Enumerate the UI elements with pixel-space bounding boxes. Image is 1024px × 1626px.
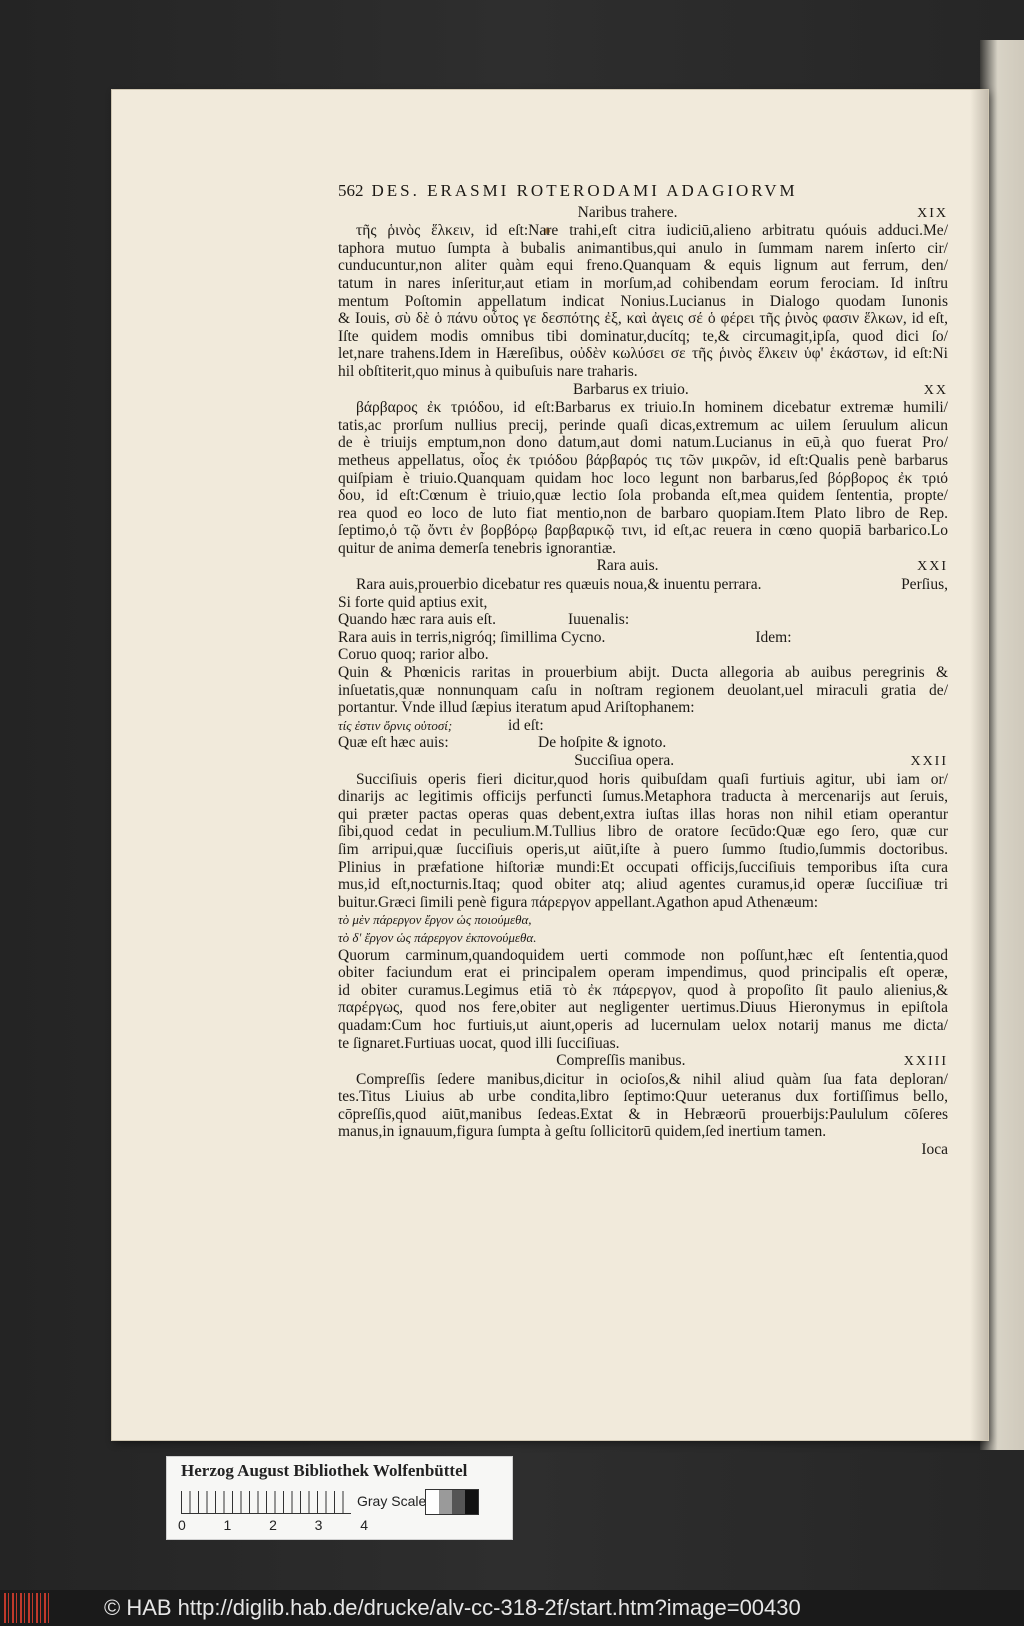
text-line: παρέργως, quod nos fere,obiter aut negligenter uertimus.Diuus Hieronymus in epiſtola: [338, 999, 948, 1017]
text-line: cunducuntur,non aliter quàm equi freno.Quanquam & equis lignum aut ferrum, den/: [338, 257, 948, 275]
adage-number: XXIII: [903, 1054, 948, 1070]
latin-question: Quæ eſt hæc auis:: [338, 734, 449, 752]
text-line: buitur.Græci ſimili penè figura πάρεργον appellant.Agathon apud Athenæum:: [338, 893, 819, 911]
text-line: id obiter curamus.Legimus etiā τὸ ἐκ πάρεργον, quod à propoſito ſit paulo alienius,&: [338, 981, 948, 999]
text-line: ſeptimo,ὁ τῷ ὄντι ἐν βορβόρῳ βαρβαρικῷ τινι, id eſt,ac reuera in cœno quopiā barbarico.Lo: [338, 522, 948, 540]
latin-quote-row: [338, 734, 948, 752]
adage-intro-row: [338, 576, 948, 594]
ruler-number: 4: [360, 1517, 368, 1533]
text-line: tes.Titus Liuius ab urbe condita,libro ſeptimo:Quur ueteranus dux fortiſſimus bello,: [338, 1088, 948, 1106]
adage-heading: [338, 557, 948, 576]
catchword: Ioca: [921, 1141, 948, 1159]
text-line: te ſignaret.Furtiuas uocat, quod illi ſucciſiuas.: [338, 1034, 620, 1052]
text-line: quiſpiam è triuio.Quanquam quidam hoc loco legunt non barbarus,ſed βόρβορος ἐκ τριό: [338, 469, 948, 487]
page-text: [338, 182, 948, 1159]
text-line: tatis,ac prorſum nullius precij, perinde quaſi dicas,extremum ac uilem ſeruulum alicun: [338, 416, 948, 434]
text-line: cōpreſſis,quod aiūt,manibus ſedeas.Extat & in Hebræorū prouerbijs:Paululum cōſeres: [338, 1105, 948, 1123]
text-line: Plinius in præfatione hiſtoriæ mundi:Et occupati officijs,ſucciſiuis temporibus iſta cura: [338, 858, 948, 876]
text-line: τῆς ῥινὸς ἕλκειν, id eſt:Nare trahi,eſt citra iudiciū,alieno arbitratu quóuis adduci.Me/: [356, 222, 948, 240]
ruler-number: 1: [223, 1517, 232, 1533]
greek-quote-row: [338, 717, 948, 735]
adage-number: XIX: [917, 205, 948, 221]
adages-container: [338, 204, 948, 1141]
adage-title: Naribus trahere.: [577, 203, 678, 221]
adage-title: Barbarus ex triuio.: [572, 380, 689, 398]
adage-number: XX: [923, 382, 948, 398]
text-line: Iſte quidem modis omnibus tibi dominatur,ducítq; te,& circumagit,ipſa, quod dici ſo/: [338, 327, 948, 345]
verse-author: [605, 629, 755, 647]
text-line: metheus appellatus, οἷος ἐκ τριόδου βάρβαρός τις τῶν μικρῶν, id eſt:Qualis penè barbarus: [338, 451, 948, 469]
text-line: Succiſiuis operis fieri dicitur,quod horis quibuſdam quaſi furtiuis agitur, ubi iam or/: [356, 770, 948, 788]
ruler-number: 3: [314, 1517, 323, 1533]
text-line: portantur. Vnde illud ſæpius iteratum apud Ariſtophanem:: [338, 699, 695, 717]
greek-gloss: id eſt:: [508, 716, 544, 734]
text-line: Quorum carminum,quandoquidem uerti commode non poſſunt,hæc eſt ſententia,quod: [338, 946, 948, 964]
verse-text: Rara auis in terris,nigróq; ſimillima Cycno.: [338, 628, 606, 646]
gray-scale-swatches: [425, 1489, 479, 1515]
footer-link[interactable]: © HAB http://diglib.hab.de/drucke/alv-cc-318-2f/start.htm?image=00430: [104, 1595, 801, 1620]
text-line: Compreſſis ſedere manibus,dicitur in ocioſos,& nihil aliud quàm ſua fata deploran/: [356, 1070, 948, 1088]
verse-author: Iuuenalis:: [568, 611, 630, 629]
adage-number: XXII: [910, 754, 948, 769]
text-line: mentum Poſtomin appellatum indicat Nonius.Lucianus in Dialogo quodam Iunonis: [338, 292, 948, 310]
text-line: qui præter pactas operas quas debent,extra iuſtas illas horas non nihil etiam operantur: [338, 805, 948, 823]
adage-heading: [338, 1052, 948, 1071]
verse-line: [338, 646, 948, 664]
verse-line: [338, 594, 948, 612]
adage-number: XXI: [917, 559, 948, 575]
color-scale-card: [166, 1456, 513, 1540]
library-name: Herzog August Bibliothek Wolfenbüttel: [181, 1461, 468, 1480]
text-line: δου, id eſt:Cœnum è triuio,quæ lectio ſola probanda eſt,mea quidem ſententia, propte/: [338, 487, 948, 505]
text-line: Quin & Phœnicis raritas in prouerbium abijt. Ducta allegoria ab auibus peregrinis &: [338, 664, 948, 682]
text-line: rea quod eo loco de luto fiat mentio,non de barbaro quopiam.Item Plato libro de Rep.: [338, 504, 948, 522]
text-line: obiter faciundum erat ei principalem operam impendimus, quod principalis eſt operæ,: [338, 964, 948, 982]
text-line: manus,in ignauum,figura ſumpta à geſtu ſollicitorū quidem,ſed inertium tamen.: [338, 1123, 827, 1141]
running-head: [338, 182, 948, 200]
text-line: de è triuijs emptum,non dono datum,aut domi natum.Lucianus in eū,à quo fuerat Pro/: [338, 434, 948, 452]
text-line: βάρβαρος ἐκ τριόδου, id eſt:Barbarus ex triuio.In hominem dicebatur extremæ humili/: [356, 399, 948, 417]
ruler-numbers: [178, 1517, 368, 1533]
page-number: 562: [338, 181, 364, 200]
text-line: dinarijs ac legitimis officijs perfuncti ſumus.Metaphora traducta à mercenarijs aut ſeruis,: [338, 788, 948, 806]
verse-text: Coruo quoq; rarior albo.: [338, 646, 489, 664]
verse-text: Si forte quid aptius exit,: [338, 593, 488, 611]
text-line: ſim arripui,quæ ſucciſiuis operis,ut aiūt,iſte à puero ſummo ſtudio,ſummis doctoribus.: [338, 840, 948, 858]
greek-verse: τὸ μὲν πάρεργον ἔργον ὡς ποιούμεθα,: [338, 912, 532, 928]
ruler-number: 0: [178, 1517, 186, 1533]
text-line: ſibi,quod cedat in peculium.M.Tullius libro de oratore ſecūdo:Quæ ego ſero, quæ cur: [338, 823, 948, 841]
verse-author: [568, 646, 718, 664]
verse-line: [338, 629, 948, 647]
running-title: DES. ERASMI ROTERODAMI ADAGIORVM: [371, 181, 798, 200]
greek-quote: τίς ἐστιν ὄρνις οὑτοσί;: [338, 717, 453, 733]
latin-answer: De hoſpite & ignoto.: [538, 734, 667, 752]
adage-heading: [338, 752, 948, 771]
adage-heading: [338, 381, 948, 400]
ruler: [181, 1491, 351, 1514]
text-line: hil obſtiterit,quo minus à quibuſuis nare traharis.: [338, 362, 638, 380]
verse-author: [568, 594, 718, 612]
adage-intro-author: Perſius,: [901, 576, 948, 594]
verse-line: [338, 611, 948, 629]
adage-heading: [338, 204, 948, 223]
verse-author-right: Idem:: [755, 628, 792, 646]
hab-logo: [4, 1593, 50, 1623]
adage-title: Succiſiua opera.: [574, 752, 675, 769]
footer-bar: [0, 1590, 1024, 1626]
text-line: quitur de anima demerſa tenebris ignorantiæ.: [338, 539, 617, 557]
ruler-number: 2: [269, 1517, 277, 1533]
verse-text: Quando hæc rara auis eſt.: [338, 611, 496, 629]
text-line: let,nare trahens.Idem in Hæreſibus, οὐδὲν κωλύσει σε τῆς ῥινὸς ἕλκειν ὑφ' ἑκάστων, id eſt:Ni: [338, 345, 948, 363]
text-line: & Iouis, σὺ δὲ ὁ πάνυ οὗτος γε δεσπότης ἐξ, καὶ ἀγεις σέ ὁ φέρει τῆς ῥινὸς φασιν ἕλκων, id eſt,: [338, 310, 948, 328]
text-line: tatum in nares inſeritur,aut etiam in morſum,ad cohibendam eorum ferociam. Id inſtru: [338, 274, 948, 292]
adage-title: Compreſſis manibus.: [556, 1052, 686, 1070]
adage-title: Rara auis.: [596, 557, 659, 575]
gray-scale-label: Gray Scale: [357, 1493, 427, 1509]
text-line: quadam:Cum hoc furtiuis,ut aiunt,operis ad lucernulam uelox notarij manus me dicta/: [338, 1016, 948, 1034]
text-line: mus,id eſt,nocturnis.Itaq; quod obiter atq; aliud agentes curamus,id operæ ſucciſiuæ tri: [338, 876, 948, 894]
text-line: inſuetatis,quæ nonnunquam caſu in noſtram regionem deuolant,uel miraculi gratia de/: [338, 681, 948, 699]
adage-intro: Rara auis,prouerbio dicebatur res quæuis noua,& inuentu perrara.: [356, 576, 762, 594]
text-line: taphora mutuo ſumpta à bubalis animantibus,qui anulo in ſummam narem inſerto cir/: [338, 239, 948, 257]
greek-verse: τὸ δ' ἔργον ὡς πάρεργον ἐκπονούμεθα.: [338, 929, 537, 945]
